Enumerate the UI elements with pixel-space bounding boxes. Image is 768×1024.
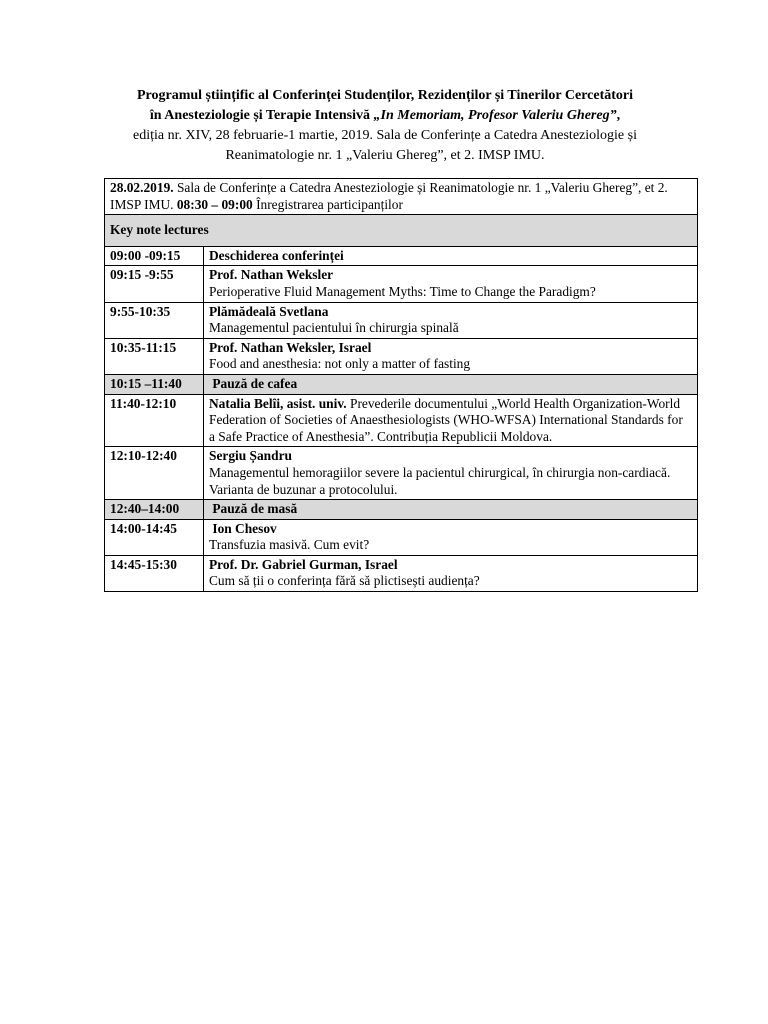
schedule-table (104, 178, 698, 592)
section-row (105, 215, 698, 247)
heading-line-2-bold: în Anesteziologie și Terapie Intensivă (149, 108, 374, 123)
row-topic: Managementul pacientului în chirurgia spinală (209, 320, 459, 336)
intro-row (105, 179, 698, 215)
row-speaker: Prof. Nathan Weksler, Israel (209, 339, 372, 355)
table-row (105, 394, 698, 447)
row-time: 11:40-12:10 (105, 394, 204, 447)
row-title (204, 374, 698, 394)
row-topic: Transfuzia masivă. Cum evit? (209, 537, 370, 553)
row-topic: Managementul hemoragiilor severe la pacientul chirurgical, în chirurgia non-cardiacă. Varianta de buzunar a protocolului. (209, 464, 671, 497)
table-row (105, 302, 698, 338)
break-row (105, 374, 698, 394)
row-topic: Food and anesthesia: not only a matter of fasting (209, 356, 471, 372)
row-time: 09:00 -09:15 (105, 246, 204, 266)
intro-time: 08:30 – 09:00 (176, 196, 253, 212)
row-content (204, 447, 698, 500)
row-time: 9:55-10:35 (105, 302, 204, 338)
row-content (204, 394, 698, 447)
heading-line-4: Reanimatologie nr. 1 „Valeriu Ghereg”, et 2. IMSP IMU. (225, 148, 545, 163)
row-speaker (209, 521, 692, 538)
row-speaker-name: Ion Chesov (212, 520, 277, 536)
break-title: Pauză de masă (212, 501, 298, 517)
row-title: Deschiderea conferinței (204, 246, 698, 266)
row-speaker: Sergiu Șandru (209, 448, 292, 464)
heading-line-2-comma: , (616, 108, 621, 123)
row-speaker: Plămădeală Svetlana (209, 303, 329, 319)
row-content (204, 338, 698, 374)
heading-line-3: ediția nr. XIV, 28 februarie-1 martie, 2019. Sala de Conferințe a Catedra Anesteziologie și (133, 128, 637, 143)
heading-line-1: Programul științific al Conferinței Studenților, Rezidenților și Tinerilor Cercetători (136, 88, 634, 103)
intro-venue: Sala de Conferințe a Catedra Anesteziologie și Reanimatologie nr. 1 „Valeriu Ghereg”, et 2. IMSP IMU. (110, 180, 668, 212)
break-title: Pauză de cafea (212, 375, 298, 391)
table-row (105, 447, 698, 500)
table-row (105, 246, 698, 266)
row-content (204, 555, 698, 591)
heading-line-2 (100, 106, 670, 126)
table-row (105, 555, 698, 591)
row-time: 09:15 -9:55 (105, 266, 204, 302)
table-row (105, 338, 698, 374)
row-speaker: Natalia Belîi, asist. univ. (209, 395, 347, 411)
break-row (105, 500, 698, 520)
row-content (204, 302, 698, 338)
table-row (105, 519, 698, 555)
row-topic: Perioperative Fluid Management Myths: Time to Change the Paradigm? (209, 283, 596, 299)
row-time: 10:35-11:15 (105, 338, 204, 374)
row-speaker: Prof. Dr. Gabriel Gurman, Israel (209, 556, 398, 572)
row-time: 12:40–14:00 (105, 500, 204, 520)
program-heading (100, 86, 670, 166)
row-time: 10:15 –11:40 (105, 374, 204, 394)
intro-cell (105, 179, 698, 215)
row-topic: Cum să ții o conferința fără să plictisești audiența? (209, 573, 480, 589)
row-topic: Prevederile documentului „World Health Organization-World Federation of Societies of Anaesthesiologists (WHO-WFSA) International Standards for a Safe Practice of Anesthesia”. Contribuția Republicii Moldova. (209, 395, 683, 444)
row-content (204, 519, 698, 555)
row-content (204, 266, 698, 302)
heading-line-2-italic: „In Memoriam, Profesor Valeriu Ghereg” (373, 108, 617, 123)
section-title: Key note lectures (105, 215, 698, 247)
row-time: 14:00-14:45 (105, 519, 204, 555)
intro-date: 28.02.2019. (110, 180, 174, 195)
row-speaker: Prof. Nathan Weksler (209, 267, 334, 283)
intro-registration: Înregistrarea participanților (252, 196, 403, 212)
table-row (105, 266, 698, 302)
row-title (204, 500, 698, 520)
row-time: 12:10-12:40 (105, 447, 204, 500)
row-time: 14:45-15:30 (105, 555, 204, 591)
